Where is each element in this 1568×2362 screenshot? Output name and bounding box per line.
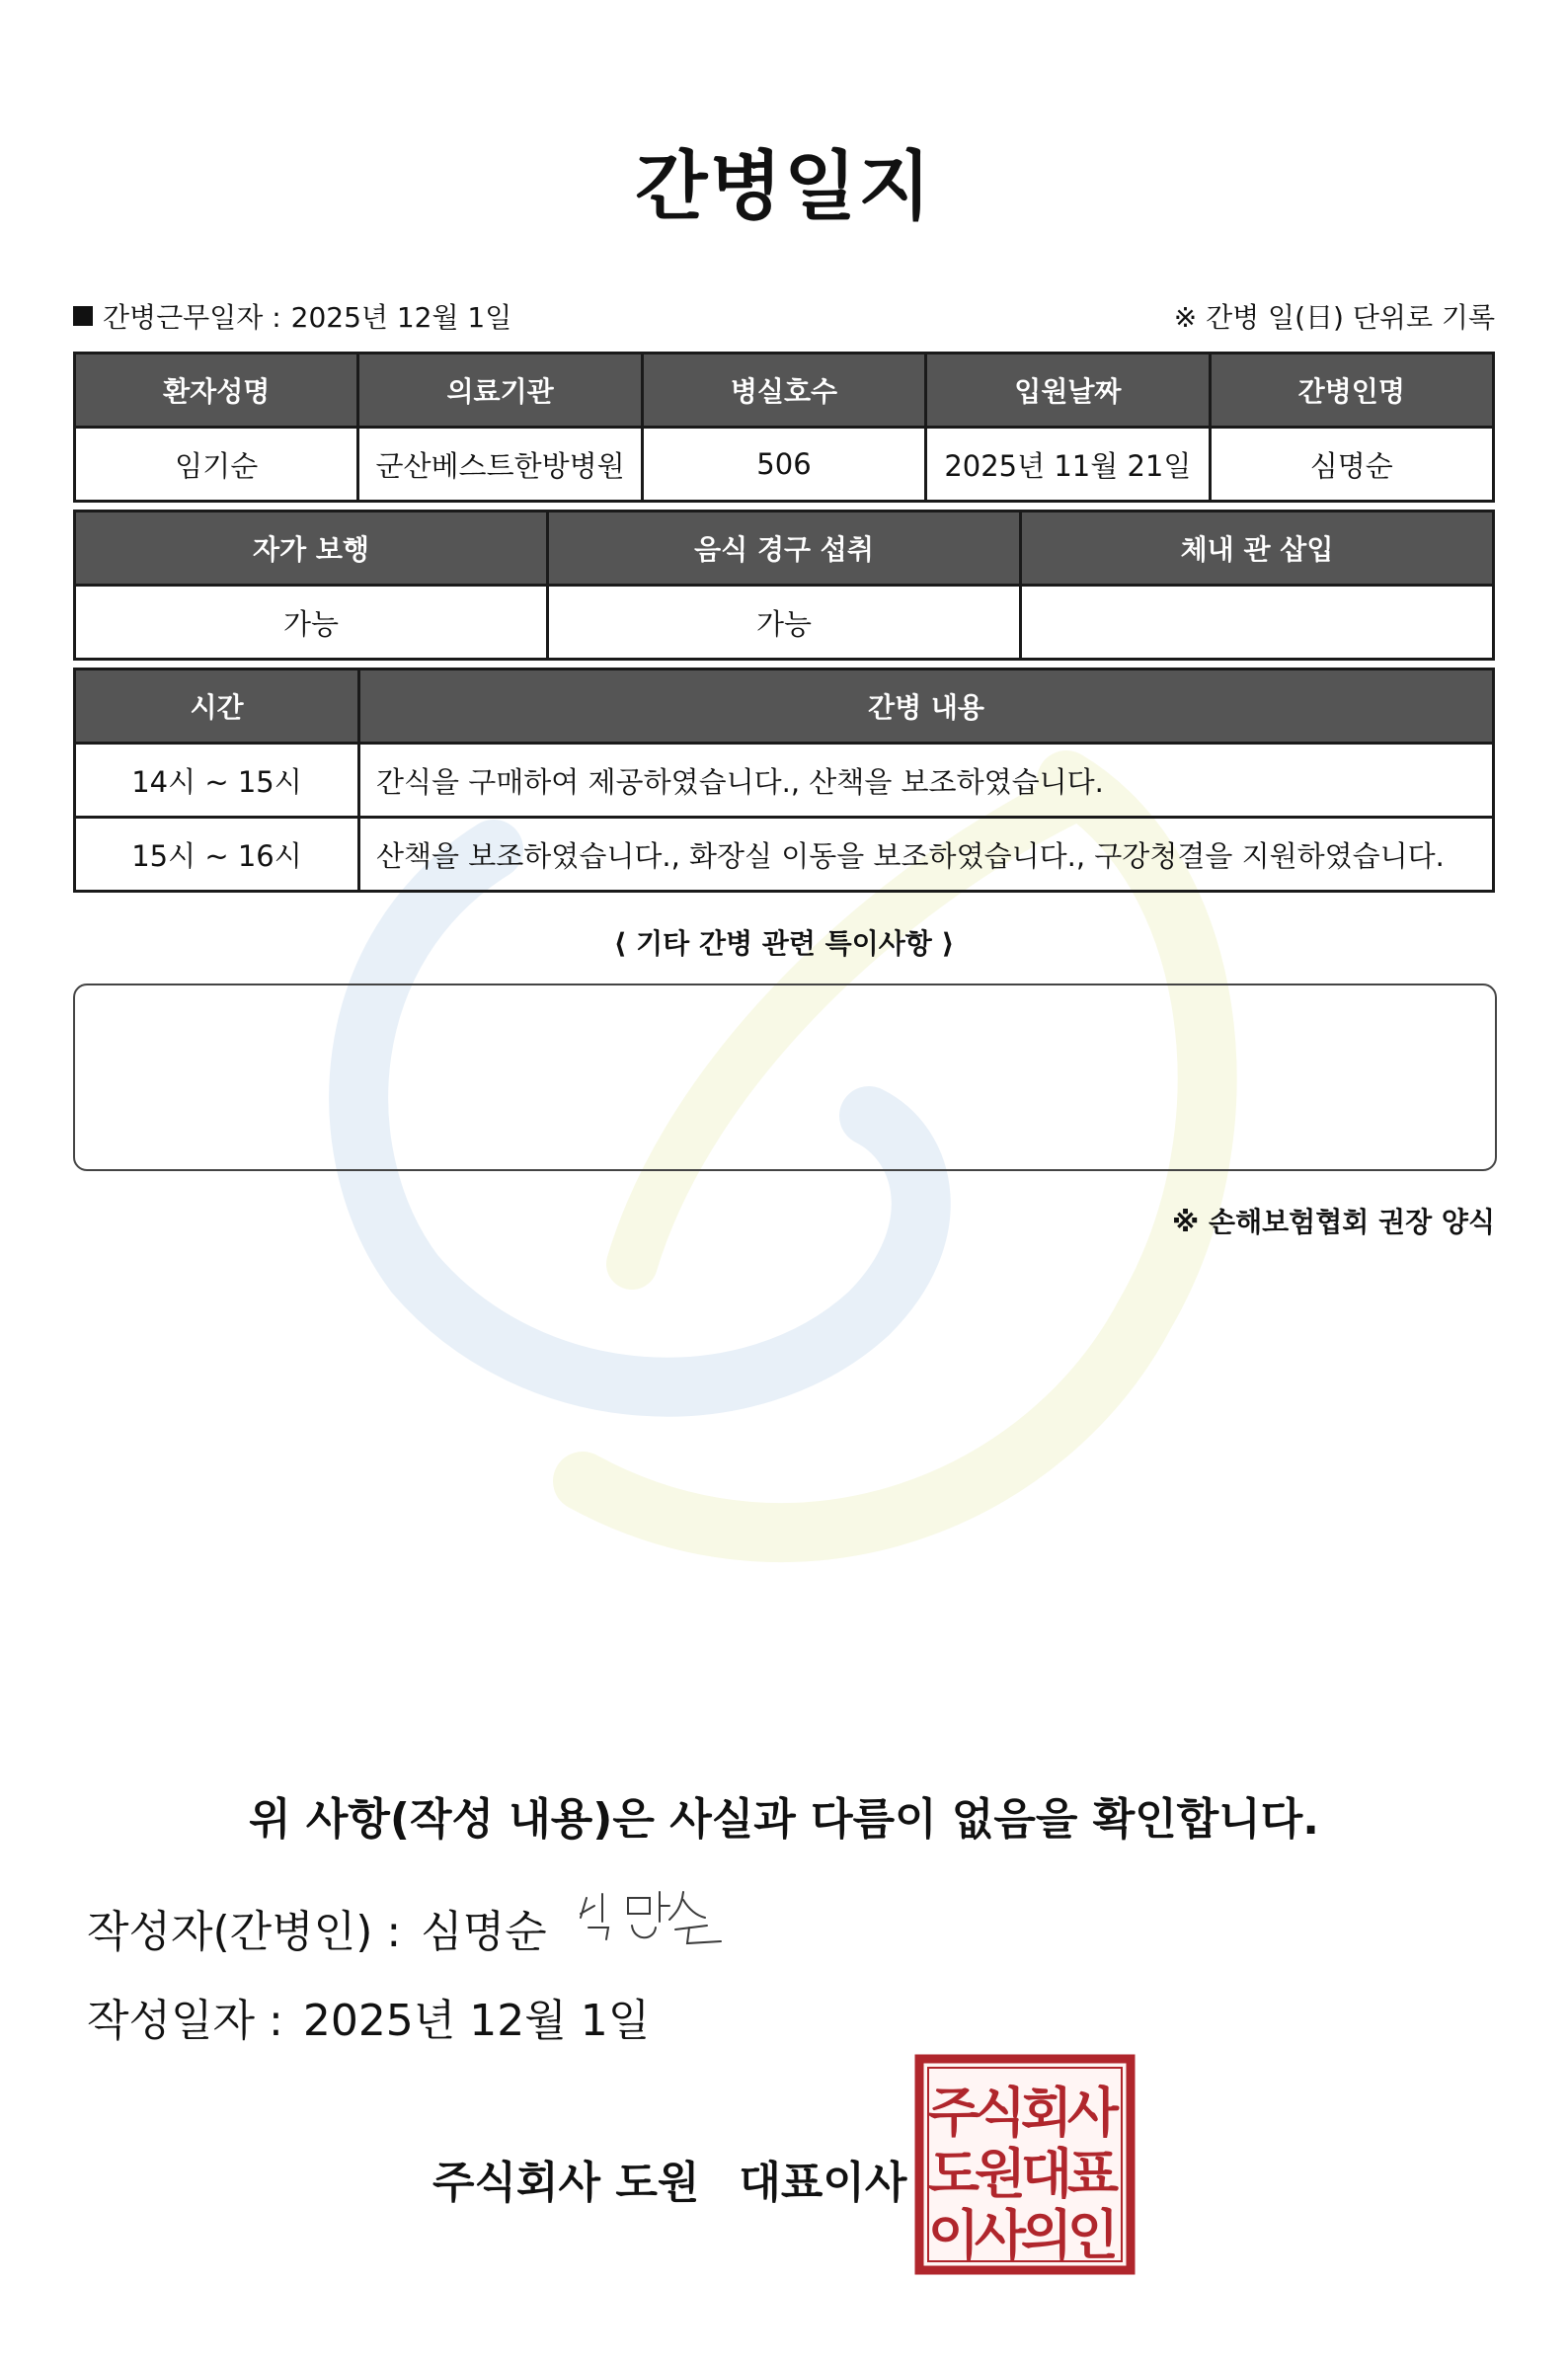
writer-name: 심명순 — [421, 1907, 547, 1957]
remarks-title: ⟨ 기타 간병 관련 특이사항 ⟩ — [613, 927, 955, 960]
tube-insertion-value — [1021, 586, 1494, 660]
writer-row — [87, 1896, 547, 1959]
table-row — [75, 744, 1494, 818]
caregiver-name: 심명순 — [1210, 428, 1493, 502]
svg-text:도: 도 — [927, 2143, 980, 2205]
svg-text:회: 회 — [1020, 2082, 1073, 2144]
care-time: 14시 ~ 15시 — [75, 744, 359, 818]
oral-intake-value: 가능 — [548, 586, 1021, 660]
patient-info-table — [73, 352, 1495, 503]
writer-label: 작성자(간병인) : — [87, 1907, 402, 1957]
svg-text:주: 주 — [927, 2082, 980, 2144]
care-content: 간식을 구매하여 제공하였습니다., 산책을 보조하였습니다. — [359, 744, 1494, 818]
document-title: 간병일지 — [635, 142, 933, 230]
company-signature-line — [432, 2147, 906, 2210]
svg-text:이: 이 — [927, 2204, 980, 2266]
work-date — [73, 296, 511, 336]
self-walking-value: 가능 — [75, 586, 548, 660]
room-number: 506 — [642, 428, 925, 502]
meta-row — [73, 296, 1495, 336]
status-table — [73, 510, 1495, 661]
form-note: ※ 손해보험협회 권장 양식 — [1172, 1206, 1495, 1238]
header-patient-name: 환자성명 — [75, 354, 358, 428]
svg-text:인: 인 — [1066, 2204, 1120, 2266]
svg-text:표: 표 — [1066, 2143, 1120, 2205]
header-care-content: 간병 내용 — [359, 669, 1494, 744]
svg-text:대: 대 — [1020, 2143, 1073, 2205]
date-value: 2025년 12월 1일 — [302, 1996, 651, 2046]
patient-header-row — [75, 354, 1494, 428]
patient-name: 임기순 — [75, 428, 358, 502]
care-time: 15시 ~ 16시 — [75, 818, 359, 892]
care-header-row — [75, 669, 1494, 744]
header-hospital: 의료기관 — [358, 354, 642, 428]
remarks-box — [73, 984, 1497, 1171]
work-date-value: 2025년 12월 1일 — [290, 301, 512, 334]
header-self-walking: 자가 보행 — [75, 512, 548, 586]
svg-text:원: 원 — [974, 2143, 1027, 2205]
admission-date: 2025년 11월 21일 — [926, 428, 1210, 502]
svg-text:식: 식 — [974, 2082, 1027, 2144]
representative-title: 대표이사 — [739, 2158, 907, 2208]
header-room: 병실호수 — [642, 354, 925, 428]
patient-value-row — [75, 428, 1494, 502]
hospital-name: 군산베스트한방병원 — [358, 428, 642, 502]
work-date-label: 간병근무일자 : — [103, 301, 281, 334]
svg-text:사: 사 — [1066, 2082, 1120, 2144]
date-label: 작성일자 : — [87, 1996, 283, 2046]
header-caregiver-name: 간병인명 — [1210, 354, 1493, 428]
company-seal-icon — [914, 2054, 1136, 2275]
svg-text:사: 사 — [974, 2204, 1027, 2266]
table-row — [75, 818, 1494, 892]
square-bullet-icon — [73, 306, 93, 326]
care-content-table — [73, 668, 1495, 893]
header-time: 시간 — [75, 669, 359, 744]
company-name: 주식회사 도원 — [432, 2158, 700, 2208]
header-tube-insertion: 체내 관 삽입 — [1021, 512, 1494, 586]
header-oral-intake: 음식 경구 섭취 — [548, 512, 1021, 586]
header-admission-date: 입원날짜 — [926, 354, 1210, 428]
confirmation-statement: 위 사항(작성 내용)은 사실과 다름이 없음을 확인합니다. — [249, 1794, 1319, 1845]
svg-text:의: 의 — [1020, 2204, 1073, 2266]
care-content: 산책을 보조하였습니다., 화장실 이동을 보조하였습니다., 구강청결을 지원하였습니다. — [359, 818, 1494, 892]
status-header-row — [75, 512, 1494, 586]
date-row — [87, 1985, 650, 2048]
handwritten-signature-icon — [573, 1884, 741, 1963]
record-note: ※ 간병 일(日) 단위로 기록 — [1173, 301, 1495, 334]
status-value-row — [75, 586, 1494, 660]
